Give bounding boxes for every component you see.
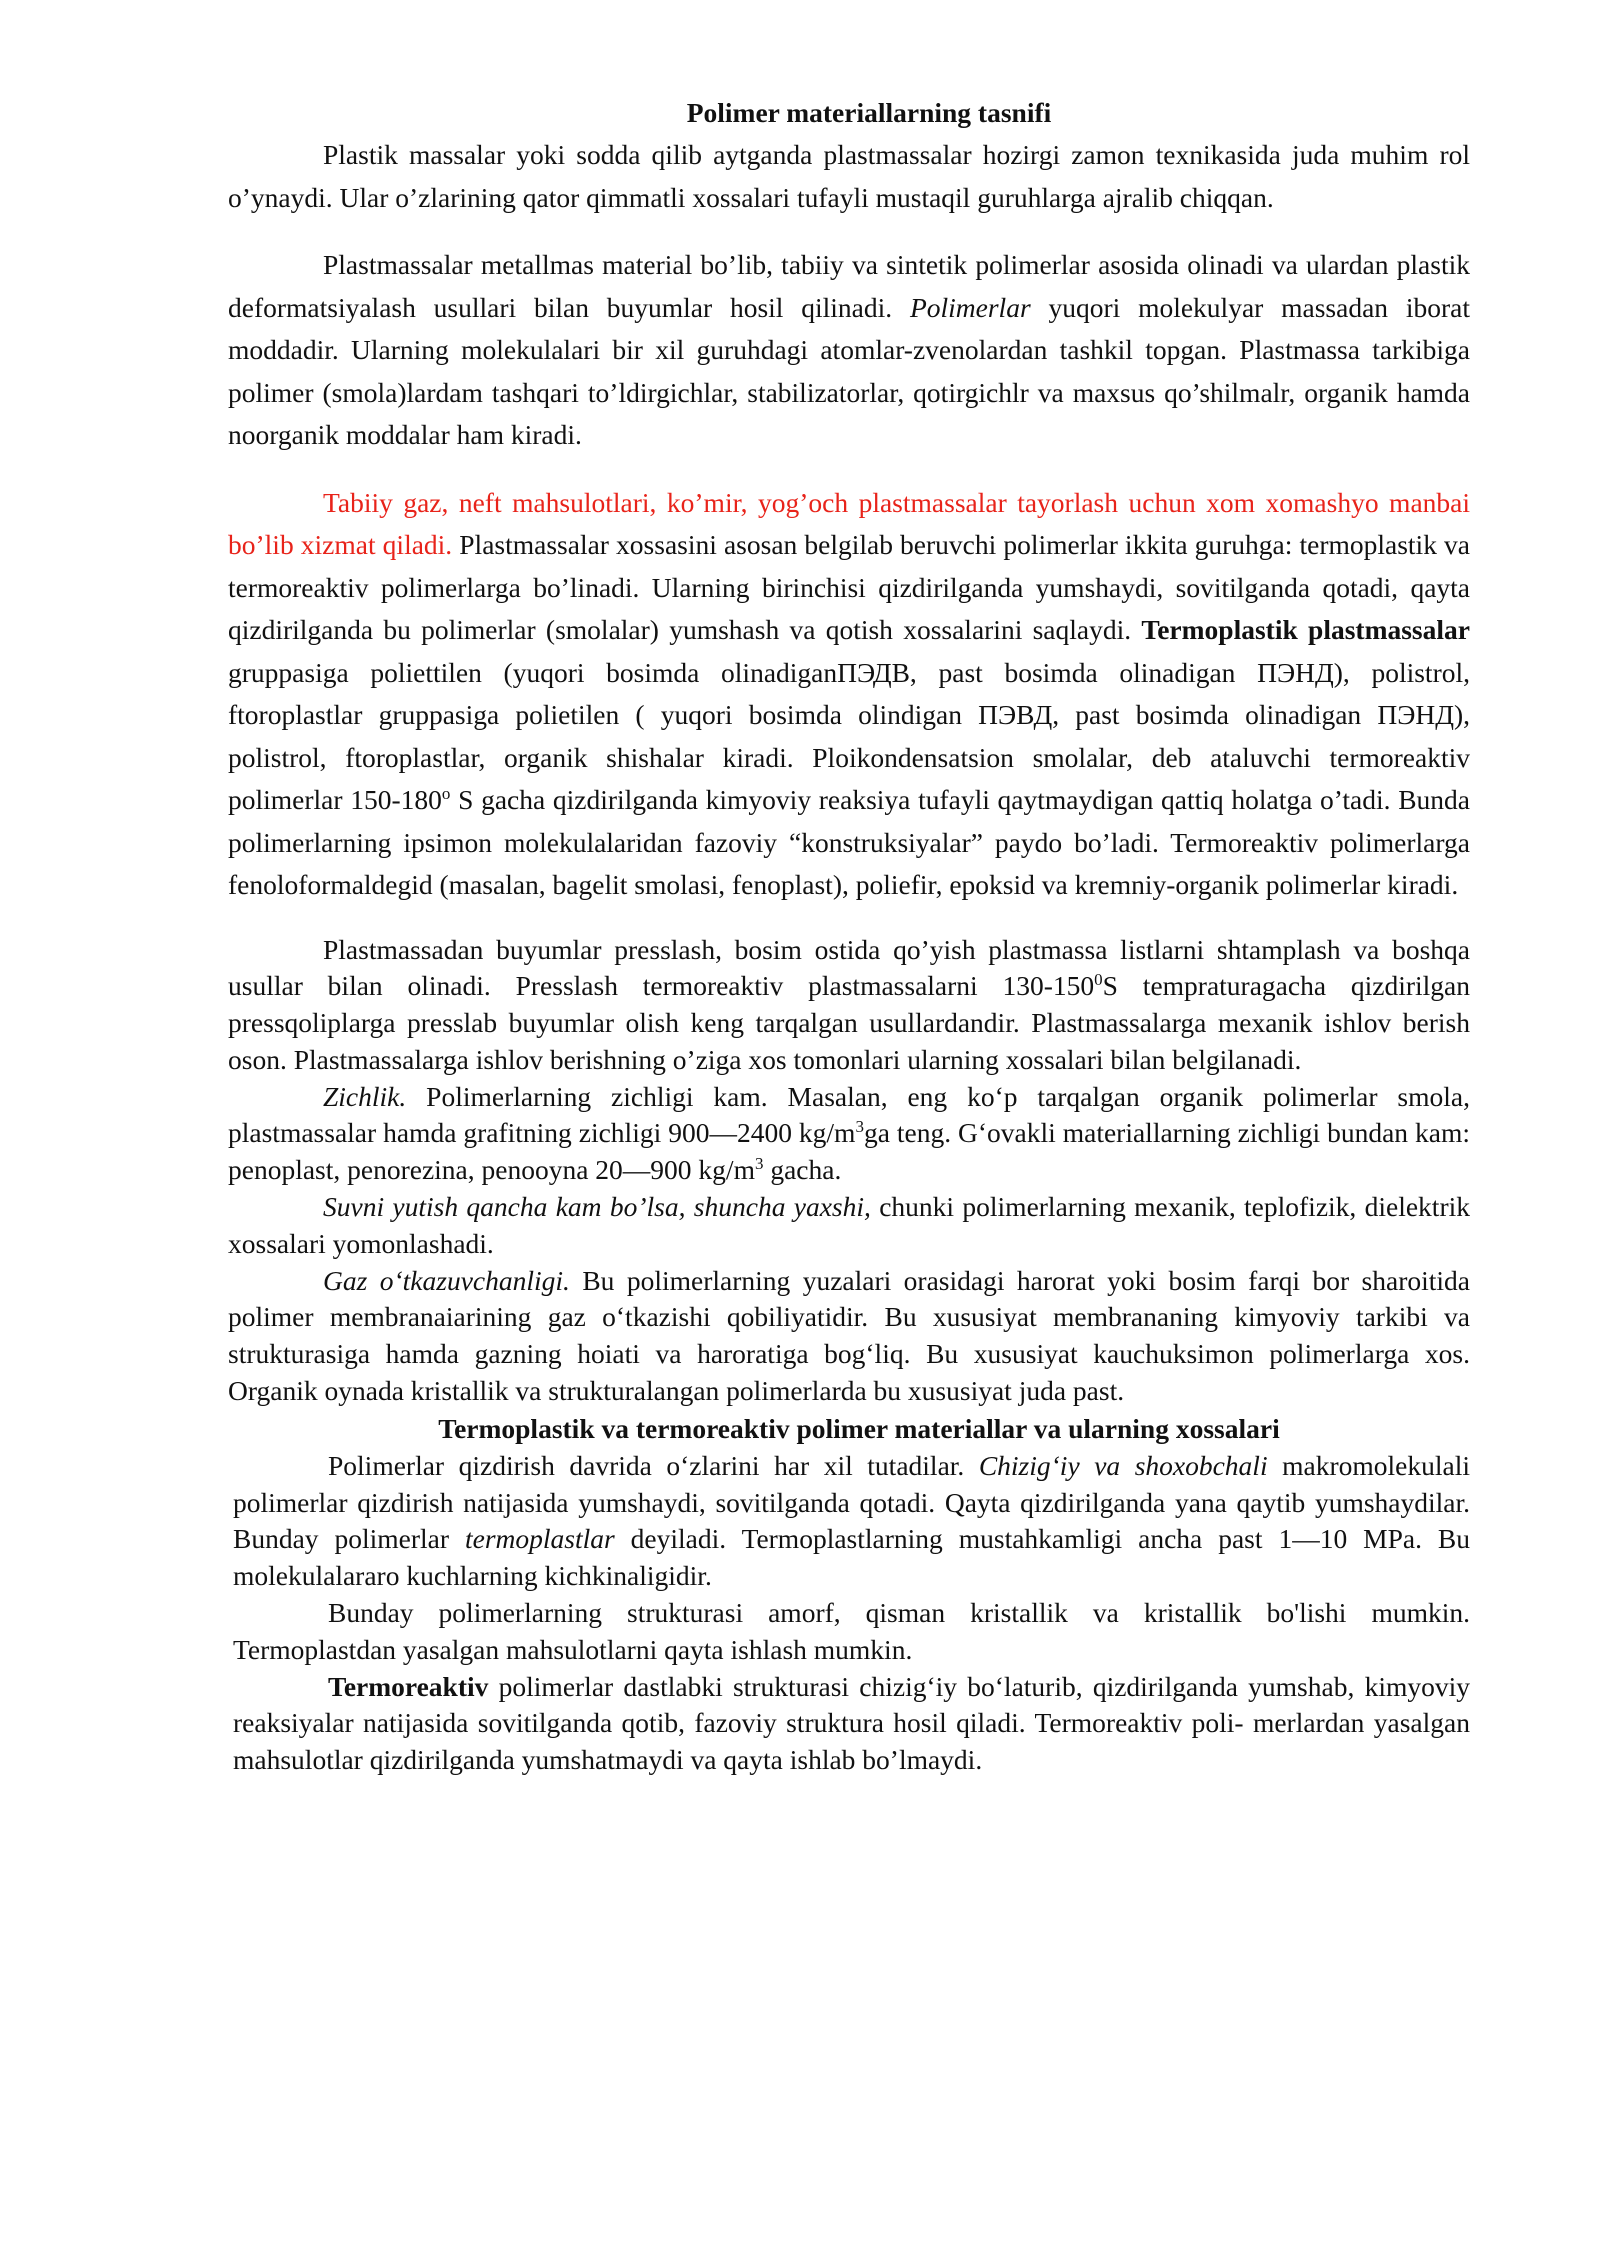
p4-text-a: Plastmassadan buyumlar presslash, bosim ostida qo’yish plastmassa listlarni shtamplash va boshqa usullar bilan olinadi. Presslash termoreaktiv plastmassalarni 130-150: [228, 933, 1470, 1002]
p7-text-a: Bu polimerlarning yuzalari orasidagi harorat yoki bosim farqi bor sharoitida polimer membranaiarining gaz o‘tkazishi qobiliyatidir. Bu xususiyat membrananing kimyoviy tarkibi va strukturasiga hamda gazning hoiati va haroratiga bog‘liq. Bu xususiyat kauchuksimon polimerlarga xos. Organik oynada kristallik va strukturalangan polimerlarda bu xususiyat juda past.: [228, 1264, 1470, 1407]
p8-term-2: termoplastlar: [464, 1523, 615, 1555]
paragraph-6: [228, 1189, 1470, 1263]
document-title: Polimer materiallarning tasnifi: [686, 97, 1052, 128]
p5-text-a: Polimerlarning zichligi kam. Masalan, eng ko‘p tarqalgan organik polimerlar smola, plastmassalar hamda grafitning zichligi 900—2400 kg/m: [228, 1080, 1470, 1149]
paragraph-1: Plastik massalar yoki sodda qilib aytganda plastmassalar hozirgi zamon texnikasida juda muhim rol o’ynaydi. Ular o’zlarining qator qimmatli xossalari tufayli mustaqil guruhlarga ajralib chiqqan.: [228, 139, 1470, 213]
p8-text-a: Polimerlar qizdirish davrida o‘zlarini har xil tutadilar.: [328, 1449, 979, 1481]
p2-term: Polimerlar: [909, 291, 1031, 323]
p6-term: Suvni yutish qancha kam bo’lsa, shuncha yaxshi,: [323, 1191, 871, 1223]
p5-term: Zichlik.: [323, 1080, 407, 1112]
p4-superscript: 0: [1094, 970, 1103, 990]
p5-superscript-2: 3: [754, 1154, 764, 1174]
paragraph-2: [228, 244, 1470, 457]
p8-text-c: deyiladi. Termoplastlarning mustahkamligi ancha past 1—10 MPa. Bu molekulalararo kuchlarning kichkinaligidir.: [233, 1523, 1470, 1592]
paragraph-7: [228, 1263, 1470, 1410]
section-subtitle: Termoplastik va termoreaktiv polimer materiallar va ularning xossalari: [438, 1412, 1280, 1444]
p3-red-text: Tabiiy gaz, neft mahsulotlari, ko’mir, yog’och plastmassalar tayorlash uchun xom xomashyo manbai bo’lib xizmat qiladi.: [228, 486, 1470, 560]
p7-term: Gaz o‘tkazuvchanligi.: [323, 1264, 570, 1296]
p5-text-b: ga teng. G‘ovakli materiallarning zichligi bundan kam: penoplast, penorezina, penooyna 20—900 kg/m: [228, 1117, 1471, 1186]
p10-bold-term: Termoreaktiv: [328, 1670, 489, 1702]
paragraph-3: [228, 482, 1470, 907]
p10-text-a: polimerlar dastlabki strukturasi chizig‘iy bo‘laturib, qizdirilganda yumshab, kimyoviy reaksiyalar natijasida sovitilganda qotib, fazoviy struktura hosil qiladi. Termoreaktiv poli- merlardan yasalgan mahsulotlar qizdirilganda yumshatmaydi va qayta ishlab bo’lmaydi.: [233, 1670, 1470, 1776]
paragraph-8: [233, 1448, 1470, 1595]
p3-text-a: Plastmassalar xossasini asosan belgilab beruvchi polimerlar ikkita guruhga: termoplastik va termoreaktiv polimerlarga bo’linadi. Ularning birinchisi qizdirilganda yumshaydi, sovitilganda qotadi, qayta qizdirilganda bu polimerlar (smolalar) yumshash va qotish xossalarini saqlaydi.: [228, 529, 1470, 645]
paragraph-10: [233, 1669, 1470, 1779]
p8-text-b: makromolekulali polimerlar qizdirish natijasida yumshaydi, sovitilganda qotadi. Qayta qizdirilganda yana qaytib yumshaydilar. Bunday polimerlar: [233, 1449, 1470, 1555]
paragraph-9: Bunday polimerlarning strukturasi amorf, qisman kristallik va kristallik bo'lishi mumkin. Termoplastdan yasalgan mahsulotlarni qayta ishlash mumkin.: [233, 1597, 1470, 1665]
p4-text-b: S tempraturagacha qizdirilgan pressqoliplarga presslab buyumlar olish keng tarqalgan usullardandir. Plastmassalarga mexanik ishlov berish oson. Plastmassalarga ishlov berishning o’ziga xos tomonlari ularning xossalari bilan belgilanadi.: [228, 970, 1470, 1075]
document-page: [228, 92, 1470, 1779]
section-properties: [228, 932, 1470, 1410]
p2-text-a: Plastmassalar metallmas material bo’lib, tabiiy va sintetik polimerlar asosida olinadi va ulardan plastik deformatsiyalash usullari bilan buyumlar hosil qilinadi.: [228, 249, 1470, 323]
p3-text-b: gruppasiga poliettilen (yuqori bosimda olinadiganПЭДВ, past bosimda olinadigan ПЭНД), polistrol, ftoroplastlar gruppasiga polietilen ( yuqori bosimda olindigan ПЭВД, past bosimda olinadigan ПЭНД), polistrol, ftoroplastlar, organik shishalar kiradi. Ploikondensatsion smolalar, deb ataluvchi termoreaktiv polimerlar 150-180: [228, 656, 1470, 815]
paragraph-4: [228, 932, 1470, 1079]
p3-superscript: o: [441, 783, 451, 803]
p6-text-a: chunki polimerlarning mexanik, teplofizik, dielektrik xossalari yomonlashadi.: [228, 1191, 1470, 1259]
p8-term-1: Chizig‘iy va shoxobchali: [978, 1449, 1268, 1481]
section-thermo: [233, 1448, 1470, 1779]
p3-text-c: S gacha qizdirilganda kimyoviy reaksiya tufayli qaytmaydigan qattiq holatga o’tadi. Bunda polimerlarning ipsimon molekulalaridan fazoviy “konstruksiyalar” paydo bo’ladi. Termoreaktiv polimerlarga fenoloformaldegid (masalan, bagelit smolasi, fenoplast), poliefir, epoksid va kremniy-organik polimerlar kiradi.: [228, 784, 1470, 900]
p5-text-c: gacha.: [763, 1154, 842, 1186]
p2-text-b: yuqori molekulyar massadan iborat moddadir. Ularning molekulalari bir xil guruhdagi atomlar-zvenolardan tashkil topgan. Plastmassa tarkibiga polimer (smola)lardam tashqari to’ldirgichlar, stabilizatorlar, qotirgichlr va maxsus qo’shilmalr, organik hamda noorganik moddalar ham kiradi.: [228, 291, 1470, 450]
section-intro: [228, 92, 1470, 907]
p5-superscript-1: 3: [855, 1117, 864, 1137]
p3-bold-term: Termoplastik plastmassalar: [1141, 614, 1470, 645]
paragraph-5: [228, 1079, 1470, 1189]
